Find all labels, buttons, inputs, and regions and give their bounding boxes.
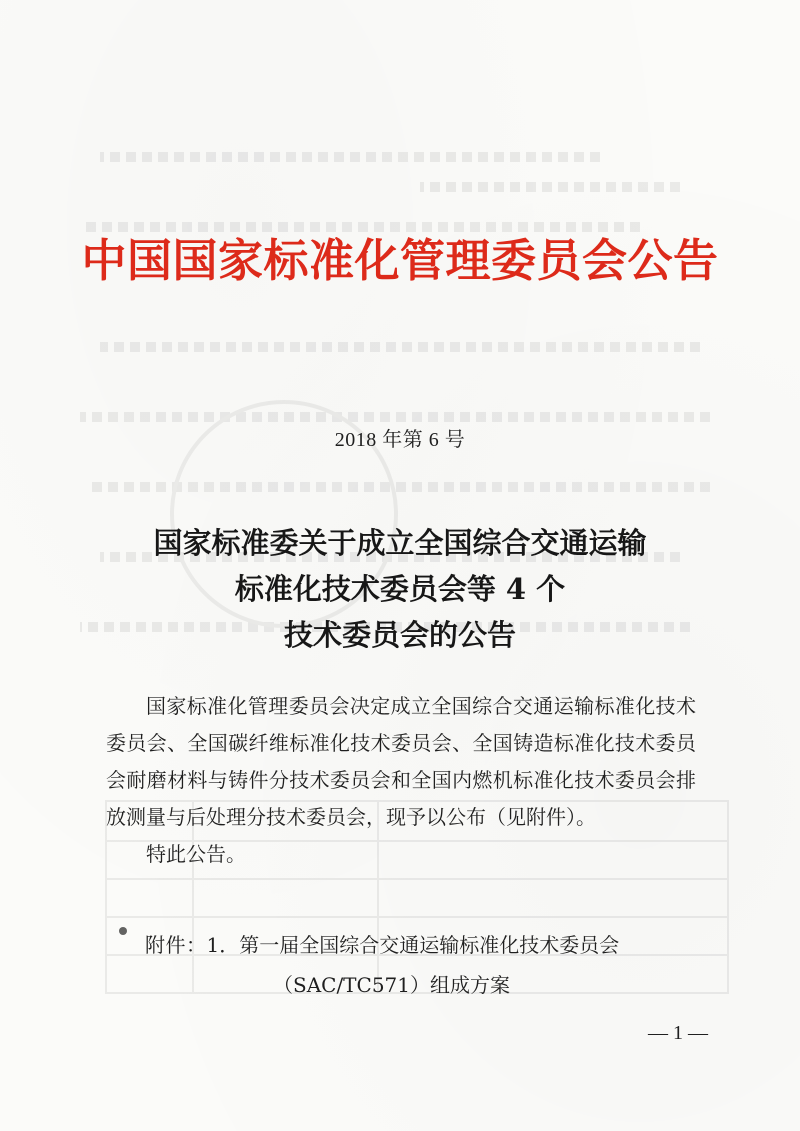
notice-title xyxy=(0,526,800,667)
body-paragraph-1: 国家标准化管理委员会决定成立全国综合交通运输标准化技术委员会、全国碳纤维标准化技术委员会、全国铸造标准化技术委员会耐磨材料与铸件分技术委员会和全国内燃机标准化技术委员会排放测量与后处理分技术委员会，现予以公布（见附件）。 xyxy=(106,694,696,829)
annex-section xyxy=(145,925,705,1005)
annex-item-number: 1． xyxy=(206,933,240,957)
notice-title-line-2: 标准化技术委员会等 4 个 xyxy=(234,572,566,606)
page-number: — 1 — xyxy=(648,1022,708,1044)
annex-label: 附件： xyxy=(145,933,207,957)
notice-body xyxy=(106,688,696,873)
body-paragraph-2: 特此公告。 xyxy=(146,842,246,866)
announcement-header: 中国国家标准化管理委员会公告 xyxy=(81,234,719,287)
annex-line-1: 第一届全国综合交通运输标准化技术委员会 xyxy=(239,933,620,957)
annex-line-2: （SAC/TC571）组成方案 xyxy=(273,973,511,997)
issue-number: 2018 年第 6 号 xyxy=(334,429,466,451)
notice-title-line-3: 技术委员会的公告 xyxy=(283,618,516,652)
notice-title-line-1: 国家标准委关于成立全国综合交通运输 xyxy=(153,526,647,560)
bullet-mark xyxy=(119,927,127,935)
